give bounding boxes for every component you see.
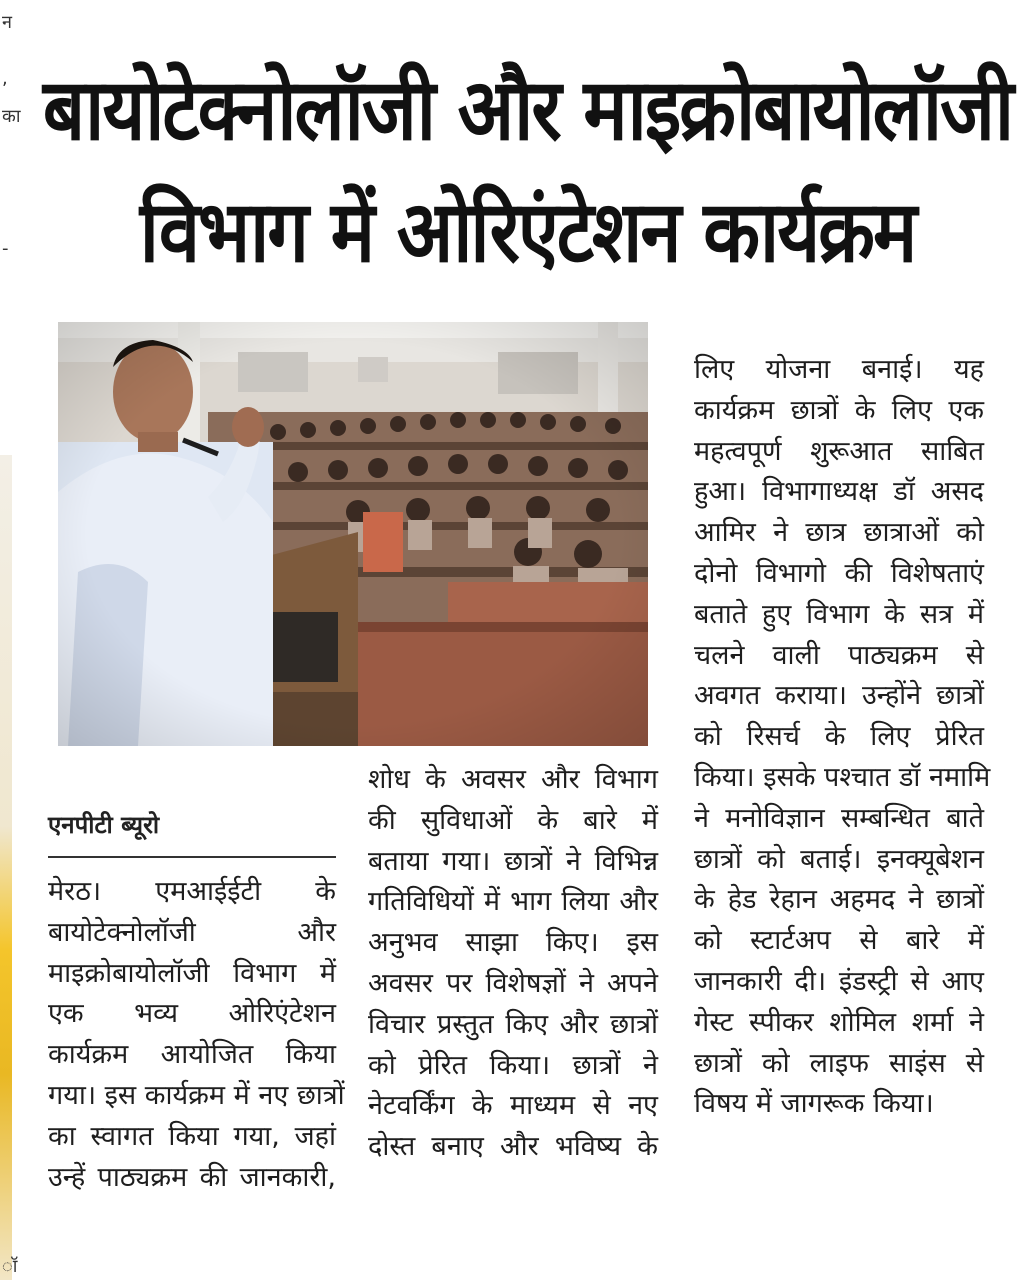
article-column-1: [48, 872, 345, 1198]
adjacent-photo-strip: [0, 455, 12, 1280]
text-line: अवगत कराया। उन्होंने छात्रों: [694, 680, 984, 712]
text-line: विषय में जागरूक किया।: [694, 1088, 934, 1120]
text-line: नेटवर्किंग के माध्यम से नए: [368, 1090, 658, 1122]
text-line: छात्रों को बताई। इनक्यूबेशन: [694, 843, 984, 875]
text-line: उन्हें पाठ्यक्रम की जानकारी,: [48, 1161, 336, 1193]
edge-fragment: न: [2, 12, 12, 33]
article-column-2: [368, 760, 658, 1168]
text-line: अवसर पर विशेषज्ञों ने अपने: [368, 967, 658, 999]
text-line: कार्यक्रम आयोजित किया: [48, 1039, 336, 1071]
text-line: किया। इसके पश्चात डॉ नमामि: [694, 761, 991, 793]
text-line: के हेड रेहान अहमद ने छात्रों: [694, 884, 984, 916]
text-line: लिए योजना बनाई। यह: [694, 354, 984, 385]
adjacent-article-edge: [0, 0, 26, 1280]
text-line: मेरठ। एमआईईटी के: [48, 876, 336, 907]
text-line: माइक्रोबायोलॉजी विभाग में: [48, 957, 336, 989]
event-photo: [58, 322, 648, 746]
byline: एनपीटी ब्यूरो: [48, 811, 160, 839]
edge-fragment: ॉ: [2, 1256, 18, 1277]
article-column-3: [694, 350, 991, 1125]
text-line: जानकारी दी। इंडस्ट्री से आए: [694, 965, 984, 997]
headline-line-1: बायोटेक्नोलॉजी और माइक्रोबायोलॉजी: [42, 60, 1013, 160]
byline-rule: [48, 856, 336, 858]
text-line: को रिसर्च के लिए प्रेरित: [694, 721, 984, 753]
text-line: एक भव्य ओरिएंटेशन: [48, 998, 336, 1030]
edge-fragment: का: [2, 106, 21, 127]
text-line: गया। इस कार्यक्रम में नए छात्रों: [48, 1079, 345, 1111]
text-line: गेस्ट स्पीकर शोमिल शर्मा ने: [694, 1006, 984, 1038]
text-line: ने मनोविज्ञान सम्बन्धित बाते: [694, 802, 984, 834]
text-line: को प्रेरित किया। छात्रों ने: [368, 1049, 658, 1081]
text-line: चलने वाली पाठ्यक्रम से: [694, 639, 984, 671]
edge-fragment: -: [2, 238, 9, 259]
text-line: का स्वागत किया गया, जहां: [48, 1120, 336, 1152]
text-line: बताते हुए विभाग के सत्र में: [694, 598, 984, 630]
text-line: दोस्त बनाए और भविष्य के: [368, 1131, 658, 1163]
text-line: शोध के अवसर और विभाग: [368, 764, 658, 795]
text-line: कार्यक्रम छात्रों के लिए एक: [694, 394, 984, 426]
text-line: दोनो विभागो की विशेषताएं: [694, 557, 984, 589]
edge-fragment: ,: [2, 68, 8, 89]
text-line: आमिर ने छात्र छात्राओं को: [694, 517, 984, 549]
text-line: गतिविधियों में भाग लिया और: [368, 886, 658, 918]
text-line: विचार प्रस्तुत किए और छात्रों: [368, 1008, 658, 1040]
text-line: अनुभव साझा किए। इस: [368, 927, 658, 959]
text-line: छात्रों को लाइफ साइंस से: [694, 1047, 984, 1079]
text-line: महत्वपूर्ण शुरूआत साबित: [694, 435, 984, 467]
text-line: बताया गया। छात्रों ने विभिन्न: [368, 845, 658, 877]
text-line: हुआ। विभागाध्यक्ष डॉ असद: [694, 476, 984, 508]
text-line: की सुविधाओं के बारे में: [368, 804, 658, 836]
text-line: को स्टार्टअप से बारे में: [694, 925, 984, 957]
text-line: बायोटेक्नोलॉजी और: [48, 916, 336, 948]
headline-line-2: विभाग में ओरिएंटेशन कार्यक्रम: [139, 182, 916, 282]
